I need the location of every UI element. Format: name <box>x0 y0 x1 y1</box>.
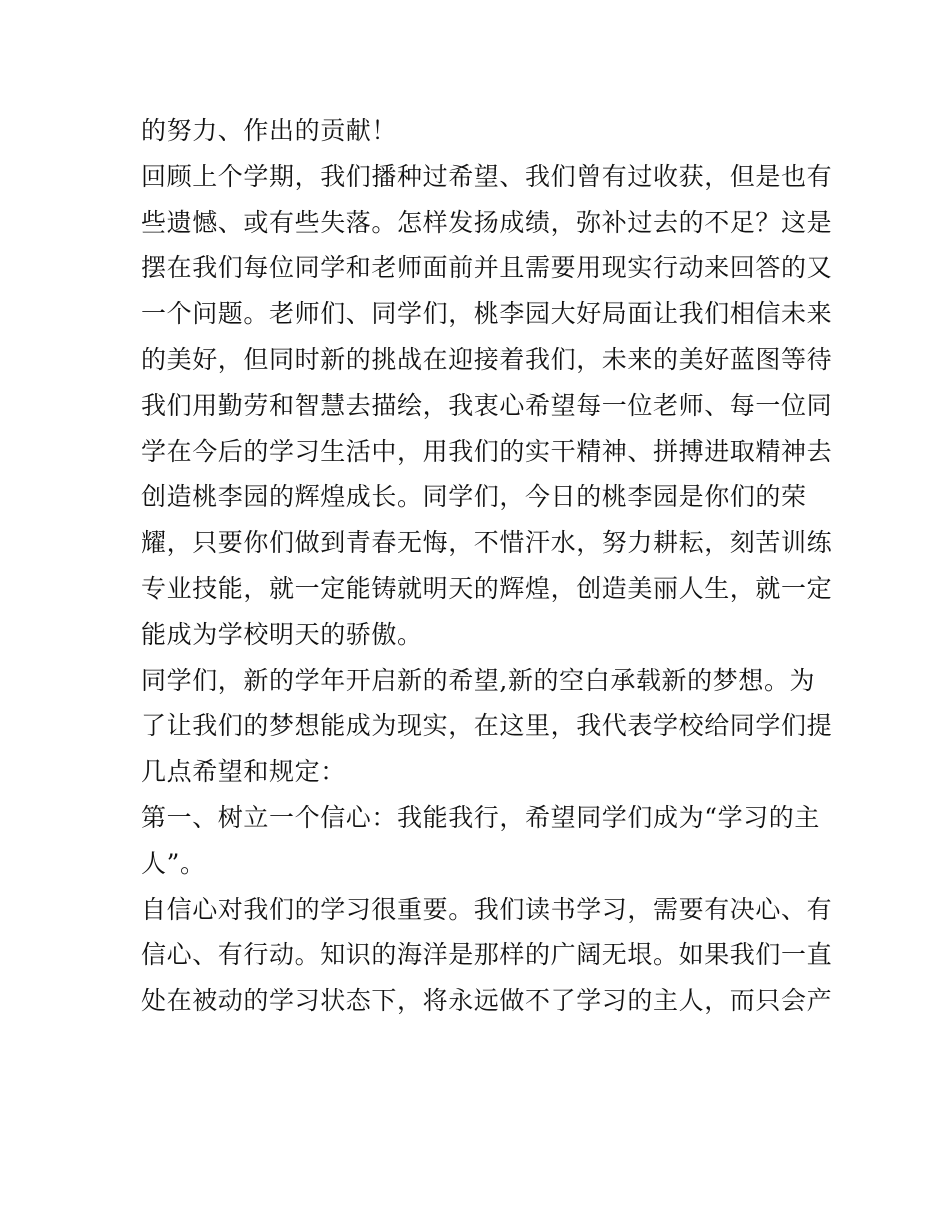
document-body <box>141 108 833 1024</box>
text-line-8: 学在今后的学习生活中，用我们的实干精神、拼搏进取精神去 <box>141 436 833 466</box>
text-line-20: 处在被动的学习状态下，将永远做不了学习的主人，而只会产 <box>141 986 833 1016</box>
text-line-11: 专业技能，就一定能铸就明天的辉煌，创造美丽人生，就一定 <box>141 573 833 603</box>
text-line-9: 创造桃李园的辉煌成长。同学们，今日的桃李园是你们的荣 <box>141 482 807 512</box>
text-line-12: 能成为学校明天的骄傲。 <box>141 619 423 649</box>
text-line-14: 了让我们的梦想能成为现实，在这里，我代表学校给同学们提 <box>141 711 833 741</box>
text-line-15: 几点希望和规定： <box>141 757 346 787</box>
text-line-2: 回顾上个学期，我们播种过希望、我们曾有过收获，但是也有 <box>141 161 833 191</box>
text-line-18: 自信心对我们的学习很重要。我们读书学习，需要有决心、有 <box>141 894 833 924</box>
text-line-6: 的美好，但同时新的挑战在迎接着我们，未来的美好蓝图等待 <box>141 344 833 374</box>
text-line-13: 同学们，新的学年开启新的希望,新的空白承载新的梦想。为 <box>141 665 816 695</box>
text-line-7: 我们用勤劳和智慧去描绘，我衷心希望每一位老师、每一位同 <box>141 390 833 420</box>
text-line-19: 信心、有行动。知识的海洋是那样的广阔无垠。如果我们一直 <box>141 940 833 970</box>
text-line-5: 一个问题。老师们、同学们，桃李园大好局面让我们相信未来 <box>141 299 833 329</box>
text-line-10: 耀，只要你们做到青春无悔，不惜汗水，努力耕耘，刻苦训练 <box>141 528 833 558</box>
text-line-17: 人”。 <box>141 848 206 878</box>
text-line-3: 些遗憾、或有些失落。怎样发扬成绩，弥补过去的不足？这是 <box>141 207 833 237</box>
text-line-1: 的努力、作出的贡献！ <box>141 116 398 145</box>
text-line-16: 第一、树立一个信心：我能我行，希望同学们成为“学习的主 <box>141 802 820 832</box>
text-line-4: 摆在我们每位同学和老师面前并且需要用现实行动来回答的又 <box>141 253 833 283</box>
